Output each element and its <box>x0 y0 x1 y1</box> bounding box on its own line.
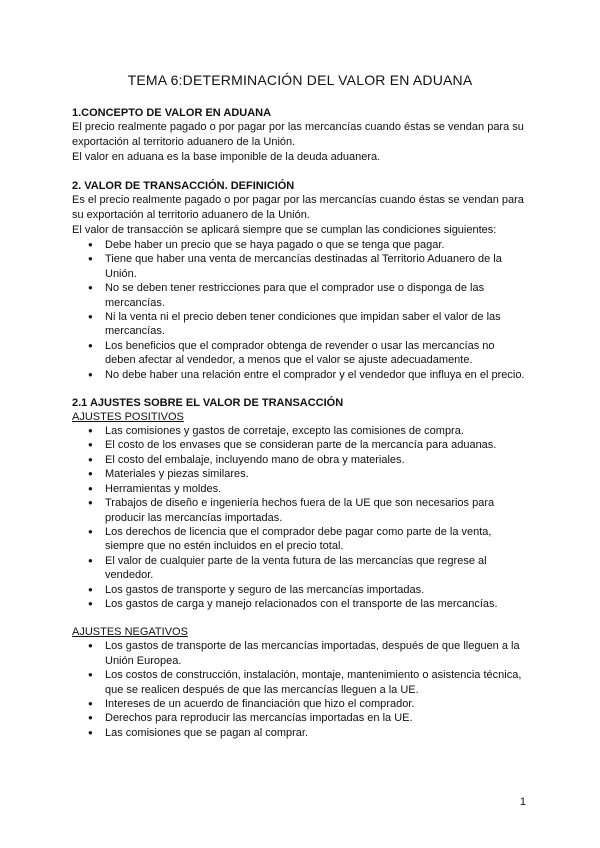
list-item: ● Las comisiones y gastos de corretaje, excepto las comisiones de compra. <box>105 424 528 438</box>
conditions-list <box>72 238 528 382</box>
list-item: ● Tiene que haber una venta de mercancías destinadas al Territorio Aduanero de la Unión. <box>105 252 528 281</box>
list-item: ● Herramientas y moldes. <box>105 482 528 496</box>
list-item: ● Los beneficios que el comprador obtenga de revender o usar las mercancías no deben afectar al vendedor, a menos que el valor se ajuste adecuadamente. <box>105 339 528 368</box>
positive-adjustments-label: AJUSTES POSITIVOS <box>72 411 184 424</box>
list-item: ● Derechos para reproducir las mercancías importadas en la UE. <box>105 711 528 725</box>
list-item: ● No debe haber una relación entre el comprador y el vendedor que influya en el precio. <box>105 368 528 382</box>
list-item: ● Trabajos de diseño e ingeniería hechos fuera de la UE que son necesarios para producir las mercancías importadas. <box>105 496 528 525</box>
list-item: ● Los derechos de licencia que el comprador debe pagar como parte de la venta, siempre que no estén incluidos en el precio total. <box>105 525 528 554</box>
section-1-paragraph: El precio realmente pagado o por pagar por las mercancías cuando éstas se vendan para su exportación al territorio aduanero de la Unión. <box>72 121 524 148</box>
list-item: ● Ni la venta ni el precio deben tener condiciones que impidan saber el valor de las mercancías. <box>105 310 528 339</box>
list-item: ● El costo del embalaje, incluyendo mano de obra y materiales. <box>105 453 528 467</box>
list-item: ● Los gastos de transporte y seguro de las mercancías importadas. <box>105 583 528 597</box>
list-item: ● Debe haber un precio que se haya pagado o que se tenga que pagar. <box>105 238 528 252</box>
document-title: TEMA 6:DETERMINACIÓN DEL VALOR EN ADUANA <box>127 72 473 88</box>
page-number: 1 <box>519 796 526 808</box>
list-item: ● El costo de los envases que se consideran parte de la mercancía para aduanas. <box>105 438 528 452</box>
list-item: ● Intereses de un acuerdo de financiación que hizo el comprador. <box>105 697 528 711</box>
list-item: ● El valor de cualquier parte de la venta futura de las mercancías que regrese al vendedor. <box>105 554 528 583</box>
section-1-paragraph: El valor en aduana es la base imponible de la deuda aduanera. <box>72 151 381 163</box>
list-item: ● Las comisiones que se pagan al comprar. <box>105 726 528 740</box>
list-item: ● Los gastos de carga y manejo relacionados con el transporte de las mercancías. <box>105 597 528 611</box>
section-2-1-heading: 2.1 AJUSTES SOBRE EL VALOR DE TRANSACCIÓN <box>72 397 344 410</box>
section-2-heading: 2. VALOR DE TRANSACCIÓN. DEFINICIÓN <box>72 180 295 192</box>
section-2-paragraph: Es el precio realmente pagado o por pagar por las mercancías cuando éstas se vendan para su exportación al territorio aduanero de la Unión. <box>72 194 524 221</box>
list-item: ● No se deben tener restricciones para que el comprador use o disponga de las mercancías. <box>105 281 528 310</box>
negative-adjustments-label: AJUSTES NEGATIVOS <box>72 626 188 639</box>
list-item: ● Materiales y piezas similares. <box>105 467 528 481</box>
negative-adjustments-list <box>72 639 528 740</box>
positive-adjustments-list <box>72 424 528 611</box>
section-1-heading: 1.CONCEPTO DE VALOR EN ADUANA <box>72 107 272 119</box>
list-item: ● Los costos de construcción, instalación, montaje, mantenimiento o asistencia técnica, que se realicen después de que las mercancías lleguen a la UE. <box>105 668 528 697</box>
document-page <box>72 72 528 740</box>
section-2-paragraph: El valor de transacción se aplicará siempre que se cumplan las condiciones siguientes: <box>72 224 497 236</box>
list-item: ● Los gastos de transporte de las mercancías importadas, después de que lleguen a la Unión Europea. <box>105 639 528 668</box>
